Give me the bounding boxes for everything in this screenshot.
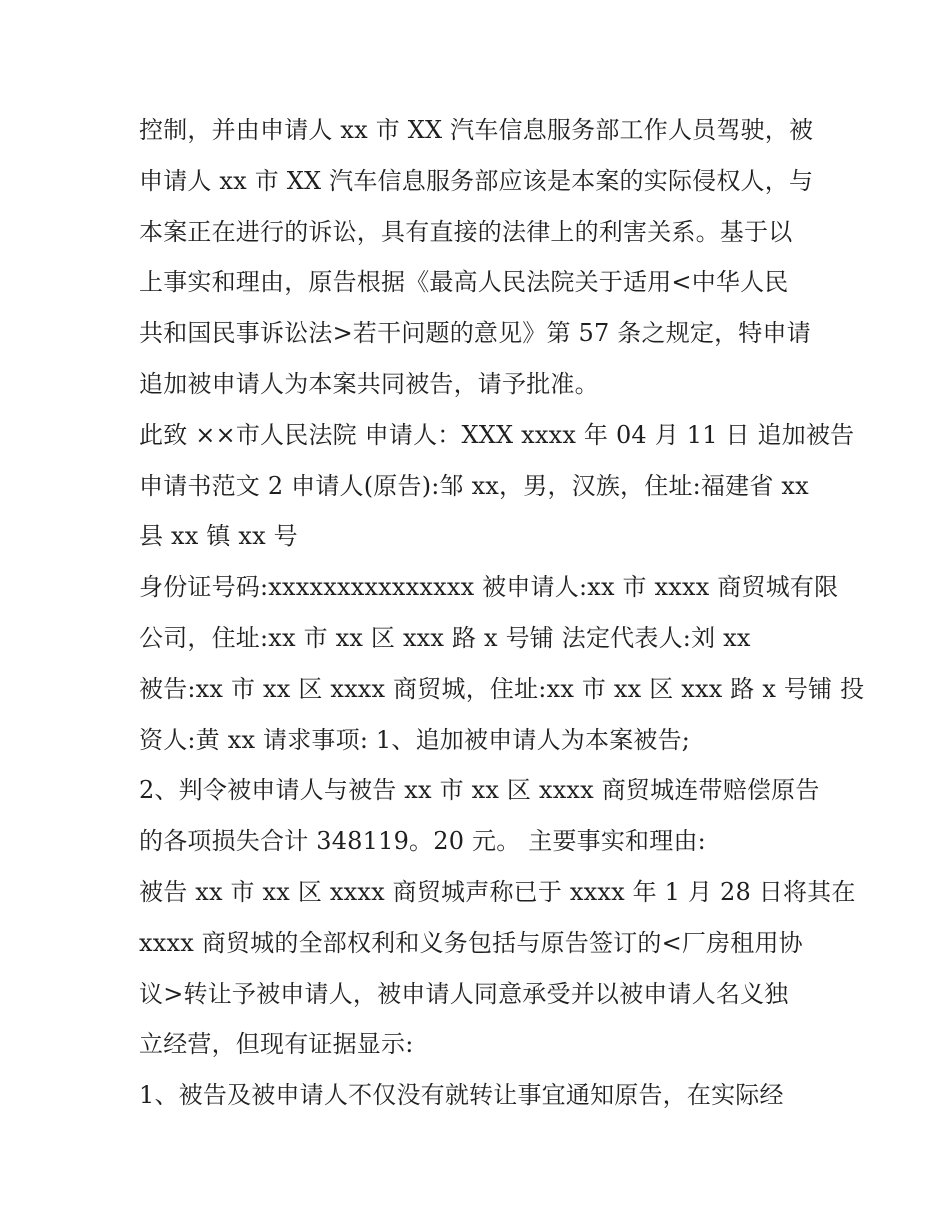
text-line: 身份证号码:xxxxxxxxxxxxxxx 被申请人:xx 市 xxxx 商贸城有限 xyxy=(139,573,839,602)
text-line: 的各项损失合计 348119。20 元。 主要事实和理由: xyxy=(139,827,706,856)
text-line: 县 xx 镇 xx 号 xyxy=(139,522,298,551)
text-line: 追加被申请人为本案共同被告，请予批准。 xyxy=(139,369,599,398)
text-line: 本案正在进行的诉讼，具有直接的法律上的利害关系。基于以 xyxy=(139,217,793,246)
text-line: xxxx 商贸城的全部权利和义务包括与原告签订的<厂房租用协 xyxy=(139,928,803,957)
document-body xyxy=(139,105,865,1121)
text-line: 资人:黄 xx 请求事项: 1、追加被申请人为本案被告; xyxy=(139,725,691,754)
text-line: 2、判令被申请人与被告 xx 市 xx 区 xxxx 商贸城连带赔偿原告 xyxy=(139,776,820,805)
text-line: 被告 xx 市 xx 区 xxxx 商贸城声称已于 xxxx 年 1 月 28 日将其在 xyxy=(139,877,856,906)
text-line: 此致 ××市人民法院 申请人：XXX xxxx 年 04 月 11 日 追加被告 xyxy=(139,420,855,449)
text-line: 共和国民事诉讼法>若干问题的意见》第 57 条之规定，特申请 xyxy=(139,319,811,348)
text-line: 申请书范文 2 申请人(原告):邹 xx，男，汉族，住址:福建省 xx xyxy=(139,471,809,500)
text-line: 立经营，但现有证据显示: xyxy=(139,1030,414,1059)
text-line: 申请人 xx 市 XX 汽车信息服务部应该是本案的实际侵权人，与 xyxy=(139,166,814,195)
text-line: 公司，住址:xx 市 xx 区 xxx 路 x 号铺 法定代表人:刘 xx xyxy=(139,623,751,652)
text-line: 上事实和理由，原告根据《最高人民法院关于适用<中华人民 xyxy=(139,268,789,297)
text-line: 控制，并由申请人 xx 市 XX 汽车信息服务部工作人员驾驶，被 xyxy=(139,116,814,144)
text-line: 1、被告及被申请人不仅没有就转让事宜通知原告，在实际经 xyxy=(139,1081,784,1110)
text-line: 被告:xx 市 xx 区 xxxx 商贸城，住址:xx 市 xx 区 xxx 路 x 号铺 投 xyxy=(139,674,865,703)
text-line: 议>转让予被申请人，被申请人同意承受并以被申请人名义独 xyxy=(139,979,789,1008)
